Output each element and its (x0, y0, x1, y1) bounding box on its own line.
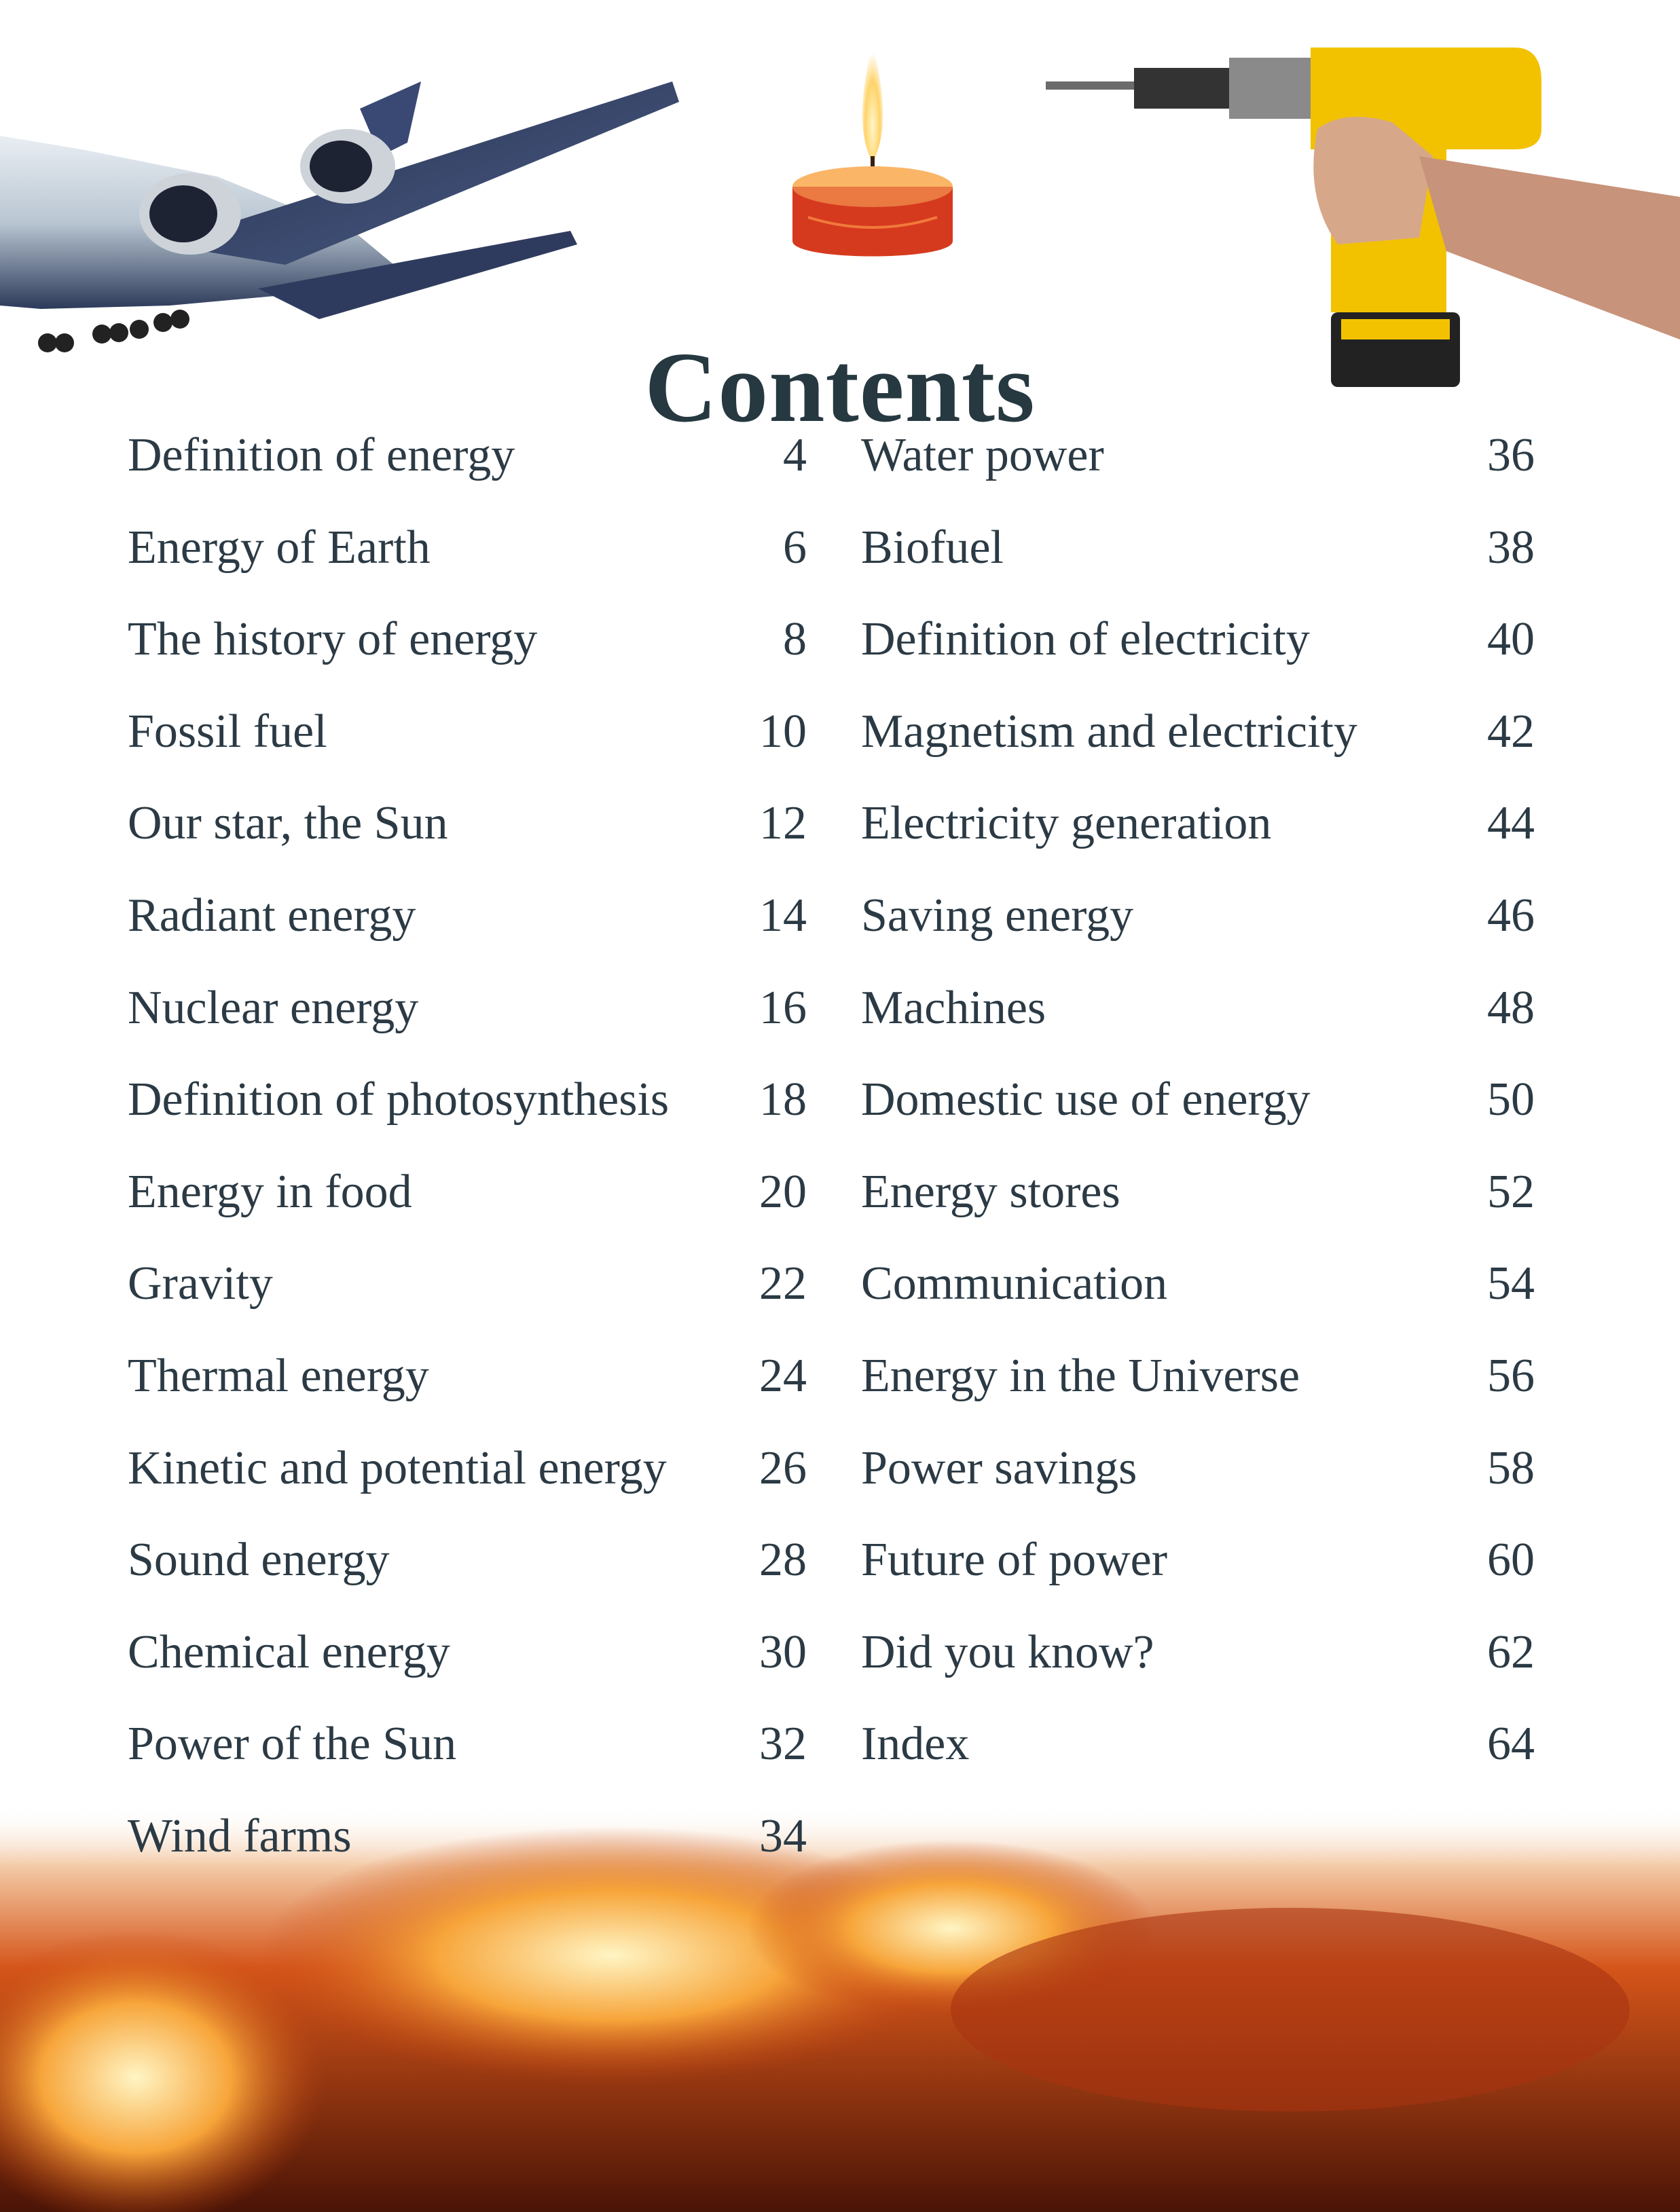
toc-entry (128, 1720, 807, 1813)
toc-entry (861, 429, 1535, 524)
toc-entry (861, 1720, 1535, 1813)
toc-entry-page: 6 (783, 521, 807, 574)
toc-entry-title: Definition of electricity (861, 613, 1310, 666)
toc-entry-title: Did you know? (861, 1625, 1154, 1678)
toc-entry (128, 889, 807, 984)
toc-entry-page: 62 (1487, 1625, 1535, 1678)
toc-entry-page: 50 (1487, 1073, 1535, 1126)
toc-entry (128, 1349, 807, 1445)
toc-entry (128, 705, 807, 800)
toc-entry-title: Energy of Earth (128, 521, 431, 574)
toc-entry-page: 48 (1487, 981, 1535, 1034)
toc-entry-page: 58 (1487, 1441, 1535, 1494)
toc-entry-title: Index (861, 1718, 970, 1771)
toc-entry (861, 521, 1535, 616)
toc-entry-page: 40 (1487, 613, 1535, 666)
toc-entry (128, 1536, 807, 1629)
toc-entry-title: Water power (861, 429, 1104, 481)
toc-entry (861, 705, 1535, 800)
toc-entry (128, 521, 807, 616)
toc-entry-title: Magnetism and electricity (861, 705, 1357, 758)
toc-entry-page: 60 (1487, 1534, 1535, 1587)
toc-entry-title: Our star, the Sun (128, 797, 448, 850)
toc-entry-page: 30 (759, 1625, 807, 1678)
toc-entry-page: 24 (759, 1349, 807, 1402)
page-title: Contents (644, 332, 1036, 444)
toc-entry (861, 1536, 1535, 1629)
toc-entry-page: 14 (759, 889, 807, 942)
toc-entry-title: Domestic use of energy (861, 1073, 1311, 1126)
airplane-photo (0, 61, 686, 380)
toc-entry (861, 1257, 1535, 1352)
toc-entry-page: 64 (1487, 1718, 1535, 1771)
toc-entry-page: 18 (759, 1073, 807, 1126)
toc-entry-title: Power of the Sun (128, 1718, 457, 1771)
toc-entry-page: 46 (1487, 889, 1535, 942)
toc-entry (128, 613, 807, 708)
toc-entry (128, 797, 807, 892)
toc-entry-page: 56 (1487, 1349, 1535, 1402)
toc-entry (128, 429, 807, 524)
toc-entry (861, 1165, 1535, 1261)
toc-entry-title: Electricity generation (861, 797, 1272, 850)
toc-entry-page: 32 (759, 1718, 807, 1771)
toc-entry (128, 1441, 807, 1537)
toc-entry (861, 797, 1535, 892)
toc-entry-page: 22 (759, 1257, 807, 1310)
toc-entry-title: Fossil fuel (128, 705, 327, 758)
toc-entry-title: Biofuel (861, 521, 1004, 574)
toc-entry-title: Energy in food (128, 1165, 412, 1218)
toc-entry-title: Kinetic and potential energy (128, 1441, 667, 1494)
toc-entry-title: Definition of photosynthesis (128, 1073, 670, 1126)
toc-entry-title: Definition of energy (128, 429, 515, 481)
candle-photo (781, 34, 964, 272)
toc-entry-page: 12 (759, 797, 807, 850)
toc-entry-page: 16 (759, 981, 807, 1034)
toc-entry-page: 52 (1487, 1165, 1535, 1218)
toc-entry (861, 1349, 1535, 1445)
toc-entry (128, 1165, 807, 1261)
toc-entry-title: Radiant energy (128, 889, 416, 942)
toc-entry-title: Saving energy (861, 889, 1134, 942)
toc-entry-page: 4 (783, 429, 807, 481)
toc-entry (861, 981, 1535, 1077)
toc-entry (861, 1073, 1535, 1168)
toc-entry-title: The history of energy (128, 613, 538, 666)
toc-entry-page: 20 (759, 1165, 807, 1218)
toc-entry-title: Communication (861, 1257, 1168, 1310)
toc-entry-title: Energy stores (861, 1165, 1120, 1218)
toc-entry-title: Gravity (128, 1257, 273, 1310)
toc-entry-page: 42 (1487, 705, 1535, 758)
toc-entry (861, 889, 1535, 984)
toc-entry-title: Power savings (861, 1441, 1137, 1494)
toc-entry-page: 10 (759, 705, 807, 758)
toc-entry (128, 1073, 807, 1168)
toc-entry-title: Wind farms (128, 1809, 352, 1862)
toc-entry (861, 613, 1535, 708)
toc-entry (128, 1257, 807, 1352)
toc-entry-page: 44 (1487, 797, 1535, 850)
toc-entry-title: Thermal energy (128, 1349, 429, 1402)
toc-entry-page: 26 (759, 1441, 807, 1494)
toc-column-right (861, 429, 1535, 1813)
toc-entry (861, 1625, 1535, 1721)
toc-entry (128, 981, 807, 1077)
toc-entry-title: Sound energy (128, 1534, 390, 1587)
toc-entry (861, 1441, 1535, 1537)
toc-entry-title: Machines (861, 981, 1046, 1034)
toc-entry-title: Energy in the Universe (861, 1349, 1300, 1402)
toc-entry-page: 38 (1487, 521, 1535, 574)
toc-entry-page: 8 (783, 613, 807, 666)
toc-entry-page: 28 (759, 1534, 807, 1587)
toc-column-left (128, 429, 807, 1905)
toc-entry-title: Future of power (861, 1534, 1168, 1587)
toc-entry-title: Nuclear energy (128, 981, 419, 1034)
toc-entry-page: 36 (1487, 429, 1535, 481)
toc-entry (128, 1809, 807, 1905)
toc-entry (128, 1625, 807, 1721)
toc-entry-page: 34 (759, 1809, 807, 1862)
toc-entry-page: 54 (1487, 1257, 1535, 1310)
toc-entry-title: Chemical energy (128, 1625, 450, 1678)
